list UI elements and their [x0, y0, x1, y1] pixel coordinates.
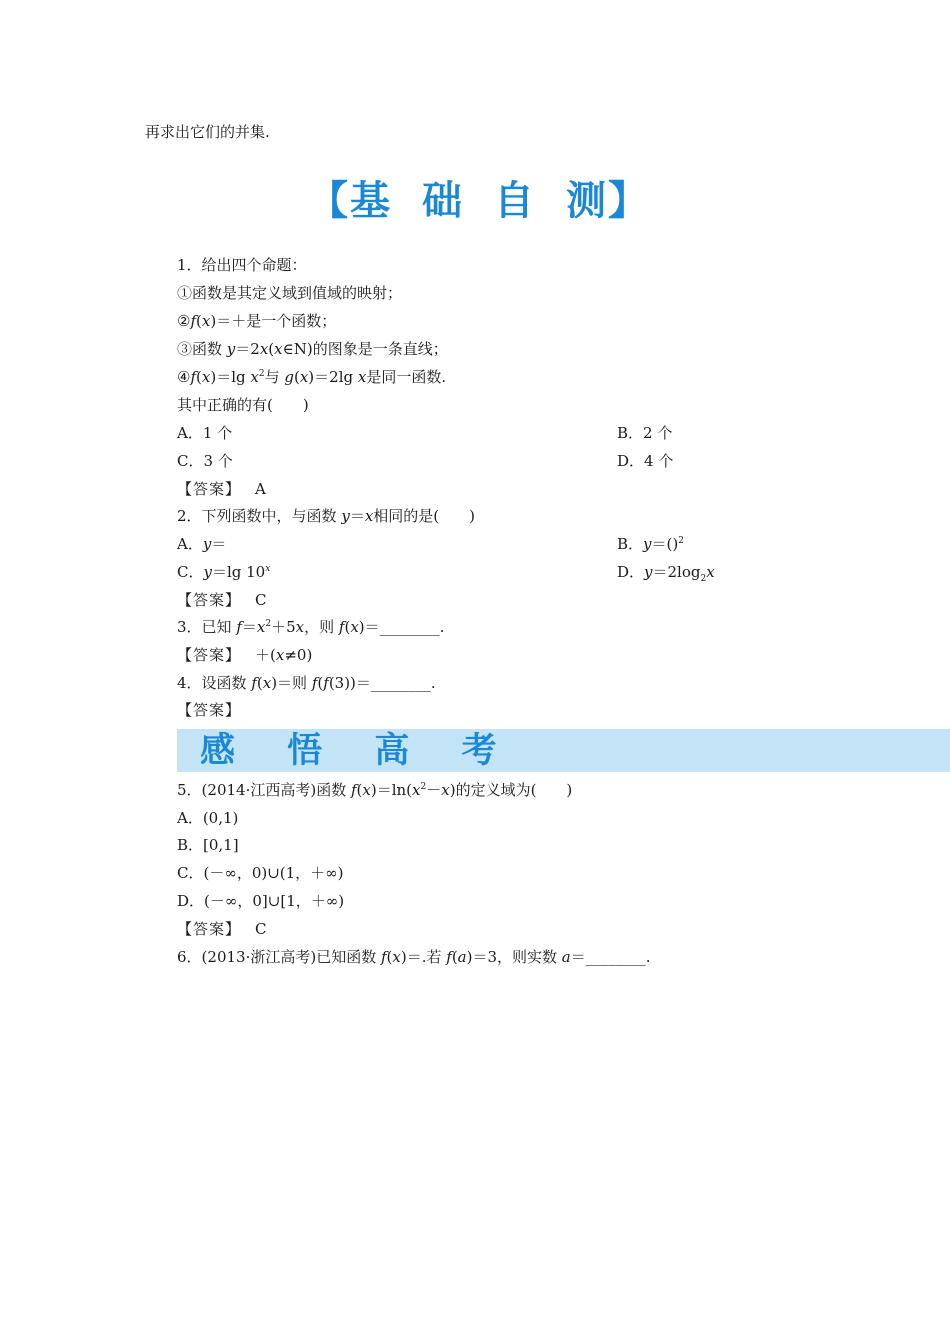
q5-option-b: B．[0,1] [177, 836, 239, 854]
q3-answer: 【答案】 ＋(x≠0) [177, 646, 313, 664]
q4-stem: 4．设函数 f(x)＝则 f(f(3))＝________. [177, 674, 436, 692]
q1-option-d: D．4 个 [617, 452, 674, 470]
header-char-2: 础 [422, 178, 464, 224]
q3-stem: 3．已知 $f=x^2+5x$，则 f(x)＝________. [177, 618, 445, 636]
q2-stem: 2．下列函数中，与函数 y＝x相同的是( ) [177, 507, 476, 525]
q2-option-d: D．$y=2\log_2x$ [617, 563, 715, 584]
intro-text: 再求出它们的并集. [145, 123, 270, 141]
section-header-gaokao: 感 悟 高 考 [200, 731, 517, 771]
q5-option-d: D．(－∞，0]∪[1，＋∞) [177, 892, 345, 910]
q2-option-c: C．y＝lg 10$^x$ [177, 563, 271, 581]
section-header-basic-test [308, 176, 650, 226]
q6-stem: 6．(2013·浙江高考)已知函数 f(x)＝.若 f(a)＝3，则实数 a＝________. [177, 948, 651, 966]
q4-answer: 【答案】 [177, 701, 242, 719]
q1-answer: 【答案】 A [177, 480, 266, 498]
q1-option-b: B．2 个 [617, 424, 673, 442]
q1-stem: 1．给出四个命题： [177, 256, 307, 274]
q1-proposition-1: ①函数是其定义域到值域的映射； [177, 284, 403, 302]
q1-proposition-2: ②f(x)＝＋是一个函数； [177, 312, 337, 330]
header-char-4: 测 [566, 178, 608, 224]
q1-question: 其中正确的有( ) [177, 396, 309, 414]
q1-option-c: C．3 个 [177, 452, 233, 470]
q5-option-a: A．(0,1) [177, 809, 239, 827]
header-char-3: 自 [494, 178, 536, 224]
q5-stem: 5．(2014·江西高考)函数 $f(x)=\ln(x^2-x)$的定义域为( ) [177, 781, 573, 799]
q1-option-a: A．1 个 [177, 424, 233, 442]
q2-option-b: B．y＝()$^2$ [617, 535, 684, 553]
header-right-bracket: 】 [608, 178, 650, 224]
q5-option-c: C．(－∞，0)∪(1，＋∞) [177, 864, 344, 882]
q1-proposition-4: ④f(x)＝lg $x^2$与 g(x)＝2lg x是同一函数. [177, 368, 447, 386]
q2-answer: 【答案】 C [177, 591, 267, 609]
header-char-1: 基 [350, 178, 392, 224]
header-left-bracket: 【 [308, 178, 350, 224]
q5-answer: 【答案】 C [177, 920, 267, 938]
q1-proposition-3: ③函数 y＝2x(x∈N)的图象是一条直线； [177, 340, 448, 358]
q2-option-a: A．y＝ [177, 535, 227, 553]
